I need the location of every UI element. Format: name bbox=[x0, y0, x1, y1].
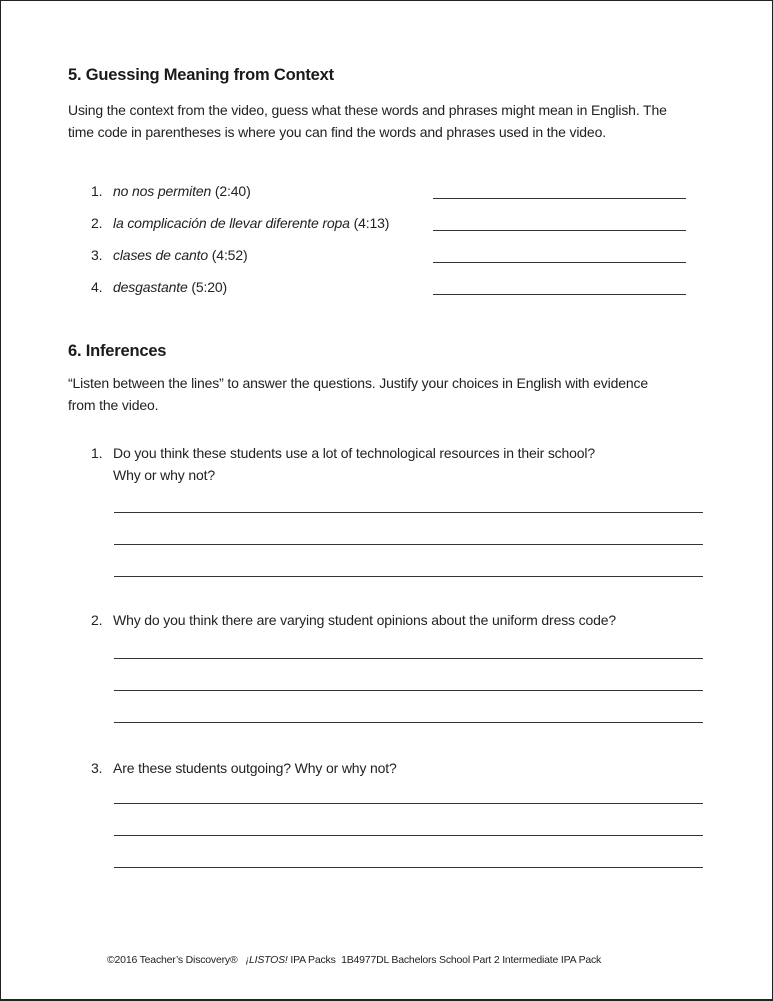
q3-answer-line-3[interactable] bbox=[114, 867, 703, 868]
vocab-item-2 bbox=[91, 215, 389, 231]
item-phrase: no nos permiten bbox=[113, 183, 212, 199]
item-timecode: (4:52) bbox=[211, 247, 248, 263]
section5-heading: 5. Guessing Meaning from Context bbox=[68, 66, 334, 84]
item-phrase: la complicación de llevar diferente ropa bbox=[113, 215, 350, 231]
section6-instructions-line1: “Listen between the lines” to answer the questions. Justify your choices in English with evidence bbox=[68, 375, 648, 391]
q2-answer-line-2[interactable] bbox=[114, 690, 703, 691]
item-number: 2. bbox=[91, 215, 103, 231]
q1-answer-line-2[interactable] bbox=[114, 544, 703, 545]
answer-line-4[interactable] bbox=[433, 294, 686, 295]
vocab-item-3 bbox=[91, 247, 247, 263]
footer-pack-info: IPA Packs 1B4977DL Bachelors School Part 2 Intermediate IPA Pack bbox=[290, 954, 602, 966]
section5-instructions-line1: Using the context from the video, guess what these words and phrases might mean in English. The bbox=[68, 102, 667, 118]
item-timecode: (2:40) bbox=[214, 183, 251, 199]
question-text: Why do you think there are varying student opinions about the uniform dress code? bbox=[113, 612, 617, 628]
answer-line-1[interactable] bbox=[433, 198, 686, 199]
question-text: Do you think these students use a lot of technological resources in their school? bbox=[113, 445, 596, 461]
vocab-item-1 bbox=[91, 183, 251, 199]
footer-brand: ¡LISTOS! bbox=[245, 954, 288, 966]
section5-instructions-line2: time code in parentheses is where you can find the words and phrases used in the video. bbox=[68, 124, 606, 140]
q1-answer-line-3[interactable] bbox=[114, 576, 703, 577]
question-text: Are these students outgoing? Why or why not? bbox=[113, 760, 397, 776]
item-timecode: (5:20) bbox=[191, 279, 228, 295]
question-text-line2: Why or why not? bbox=[113, 467, 216, 483]
section5-instructions bbox=[68, 99, 667, 143]
answer-line-2[interactable] bbox=[433, 230, 686, 231]
item-number: 1. bbox=[91, 183, 103, 199]
item-number: 3. bbox=[91, 247, 103, 263]
item-phrase: desgastante bbox=[113, 279, 188, 295]
vocab-item-4 bbox=[91, 279, 227, 295]
q3-answer-line-1[interactable] bbox=[114, 803, 703, 804]
question-number: 2. bbox=[91, 612, 103, 628]
q2-answer-line-1[interactable] bbox=[114, 658, 703, 659]
question-number: 1. bbox=[91, 445, 103, 461]
item-number: 4. bbox=[91, 279, 103, 295]
section6-heading: 6. Inferences bbox=[68, 342, 167, 360]
page-footer bbox=[107, 954, 601, 966]
item-timecode: (4:13) bbox=[353, 215, 390, 231]
q2-answer-line-3[interactable] bbox=[114, 722, 703, 723]
section6-instructions-line2: from the video. bbox=[68, 397, 159, 413]
question-2 bbox=[91, 609, 616, 631]
item-phrase: clases de canto bbox=[113, 247, 209, 263]
q1-answer-line-1[interactable] bbox=[114, 512, 703, 513]
footer-copyright: ©2016 Teacher’s Discovery® bbox=[107, 954, 238, 966]
answer-line-3[interactable] bbox=[433, 262, 686, 263]
section6-instructions bbox=[68, 372, 648, 416]
question-3 bbox=[91, 757, 397, 779]
q3-answer-line-2[interactable] bbox=[114, 835, 703, 836]
question-1 bbox=[91, 442, 595, 486]
question-number: 3. bbox=[91, 760, 103, 776]
